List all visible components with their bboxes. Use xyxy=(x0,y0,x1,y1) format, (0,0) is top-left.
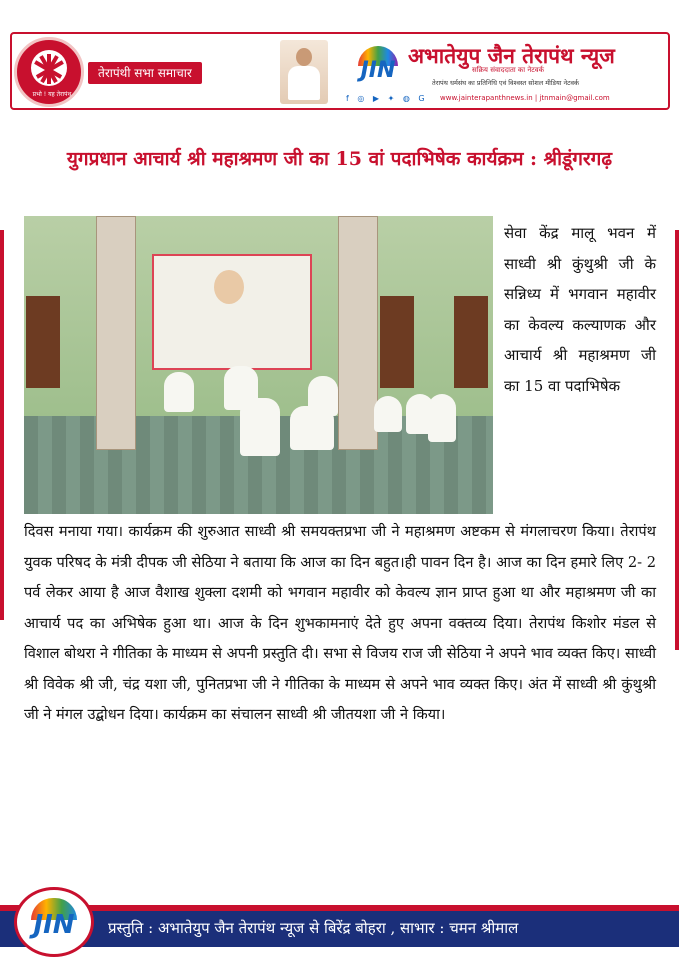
news-header xyxy=(10,32,670,110)
jin-logo xyxy=(352,46,404,86)
brand-title: अभातेयुप जैन तेरापंथ न्यूज xyxy=(408,43,615,68)
photo-person xyxy=(374,396,402,432)
photo-door xyxy=(26,296,60,388)
photo-person xyxy=(428,394,456,442)
brand-tagline: सक्रिय संवाददाता का नेटवर्क xyxy=(472,66,545,74)
jin-logo-text: JIN xyxy=(360,58,396,83)
footer xyxy=(0,887,679,960)
photo-person xyxy=(164,372,194,412)
twitter-icon[interactable]: ✦ xyxy=(387,94,398,103)
right-accent-bar xyxy=(675,230,679,650)
sabha-samachar-tag: तेरापंथी सभा समाचार xyxy=(88,62,202,84)
photo-door xyxy=(380,296,414,388)
photo-pillar xyxy=(96,216,136,450)
globe-icon[interactable]: ◍ xyxy=(402,94,413,103)
photo-door xyxy=(454,296,488,388)
photo-person xyxy=(240,398,280,456)
photo-pillar xyxy=(338,216,378,450)
acharya-portrait xyxy=(280,40,328,104)
instagram-icon[interactable]: ◎ xyxy=(357,94,368,103)
footer-jin-logo xyxy=(14,887,94,957)
youtube-icon[interactable]: ▶ xyxy=(372,94,383,103)
banner-portrait xyxy=(214,270,244,304)
footer-logo-text: JIN xyxy=(33,910,75,940)
terapanth-logo xyxy=(14,37,84,107)
article-headline: युगप्रधान आचार्य श्री महाश्रमण जी का 15 वां पदाभिषेक कार्यक्रम : श्रीडूंगरगढ़ xyxy=(66,148,613,170)
facebook-icon[interactable]: f xyxy=(346,94,352,103)
logo-caption: प्रभो ! यह तेरापंथ xyxy=(32,91,72,98)
left-accent-bar xyxy=(0,230,4,620)
footer-credit: प्रस्तुति : अभातेयुप जैन तेरापंथ न्यूज से बिरेंद्र बोहरा , साभार : चमन श्रीमाल xyxy=(108,919,519,937)
social-icons xyxy=(346,94,428,103)
photo-banner xyxy=(152,254,312,370)
google-plus-icon[interactable]: G xyxy=(418,94,428,103)
article-intro: सेवा केंद्र मालू भवन में साध्वी श्री कुंथुश्री जी के सन्निध्य में भगवान महावीर का केवल्य कल्याणक और आचार्य श्री महाश्रमण जी का 15 वा पदाभिषेक xyxy=(504,224,656,395)
brand-links[interactable]: www.jainterapanthnews.in | jtnmain@gmail.com xyxy=(440,94,610,102)
brand-subtitle: तेरापंथ धर्मसंघ का प्रतिनिधि एवं विश्वस्त सोशल मीडिया नेटवर्क xyxy=(432,79,579,87)
event-photo xyxy=(24,216,493,514)
article-body: दिवस मनाया गया। कार्यक्रम की शुरुआत साध्वी श्री समयक्तप्रभा जी ने महाश्रमण अष्टकम से मंगलाचरण किया। तेरापंथ युवक परिषद के मंत्री दीपक जी सेठिया ने बताया कि आज का दिन बहुत।ही पावन दिन है। आज का दिन हमारे लिए 2- 2 पर्व लेकर आया है आज वैशाख शुक्ला दशमी को भगवान महावीर को केवल्य ज्ञान प्राप्त हुआ था और महाश्रमण जी का आचार्य पद का अभिषेक हुआ था। आज के दिन शुभकामनाएं देते हुए अपना वक्तव्य दिया। तेरापंथ किशोर मंडल से विशाल बोथरा ने गीतिका के माध्यम से अपनी प्रस्तुति दी। सभा से विजय राज जी सेठिया ने अपने भाव व्यक्त किए। साध्वी श्री विवेक श्री जी, चंद्र यशा जी, पुनितप्रभा जी ने गीतिका के माध्यम से अपने भाव व्यक्त किए। अंत में साध्वी श्री कुंथुश्री जी ने मंगल उद्बोधन दिया। कार्यक्रम का संचालन साध्वी श्री जीतयशा जी ने किया। xyxy=(24,523,656,723)
portrait-head xyxy=(296,48,312,66)
photo-person xyxy=(308,376,338,416)
portrait-robe xyxy=(288,66,320,100)
